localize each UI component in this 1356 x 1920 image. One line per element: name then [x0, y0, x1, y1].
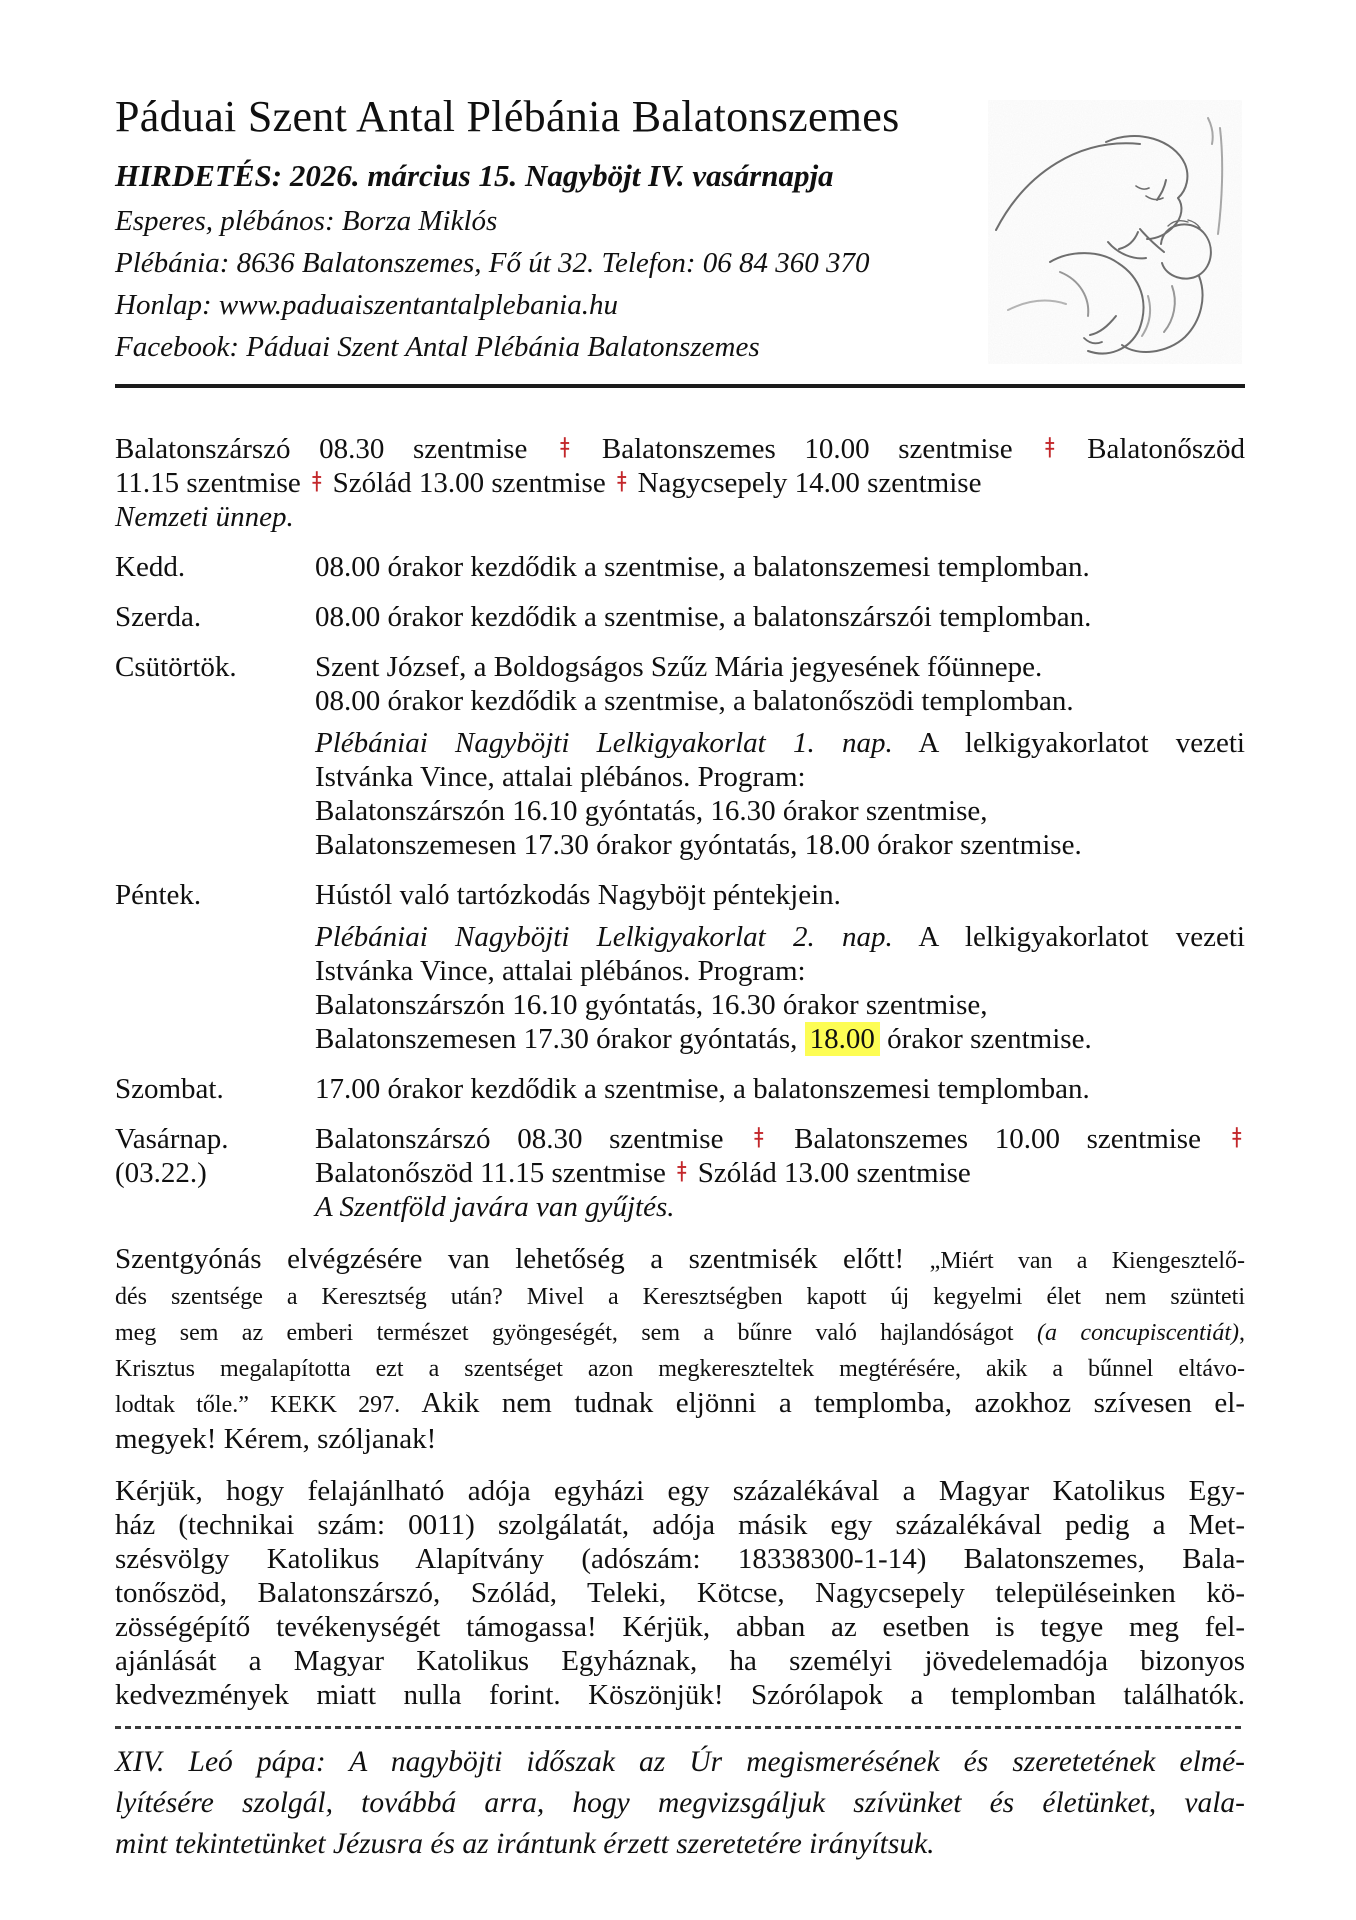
highlighted-text: 18.00 [805, 1022, 880, 1056]
text-line [115, 466, 1245, 500]
text-line [115, 1278, 1245, 1314]
document-content [115, 0, 1245, 1865]
header-rule [115, 384, 1245, 388]
text-segment: ház (technikai szám: 0011) szolgálatát, adója másik egy százalékával pedig a Met- [115, 1509, 1245, 1541]
text-segment: Balatonszárszón 16.10 gyóntatás, 16.30 órakor szentmise, [315, 795, 988, 827]
text-segment: Balatonőszöd [1058, 433, 1245, 465]
schedule-row-szerda [115, 600, 1245, 634]
text-segment: Hústól való tartózkodás Nagyböjt péntekjein. [315, 879, 841, 911]
text-line [115, 1508, 1245, 1542]
text-line [115, 1156, 315, 1190]
text-segment: Balatonszemes 10.00 szentmise [573, 433, 1042, 465]
text-segment: lodtak tőle.” KEKK 297. [115, 1392, 422, 1418]
text-segment: tonőszöd, Balatonszárszó, Szólád, Teleki, Kötcse, Nagycsepely településeinken kö- [115, 1577, 1245, 1609]
text-segment: Balatonszárszó 08.30 szentmise [315, 1123, 751, 1155]
text-line [115, 1644, 1245, 1678]
text-segment: dés szentsége a Keresztség után? Mivel a Keresztségben kapott új kegyelmi élet nem szünteti [115, 1284, 1245, 1310]
text-segment: Balatonszemes 10.00 szentmise [767, 1123, 1228, 1155]
tax-donation-paragraph [115, 1474, 1245, 1712]
text-segment: , [1239, 1320, 1246, 1346]
day-label [115, 1122, 315, 1224]
text-segment: Plébániai Nagyböjti Lelkigyakorlat 2. nap. [315, 921, 893, 953]
text-line [115, 1576, 1245, 1610]
double-cross-icon [1231, 1124, 1243, 1151]
text-line [315, 920, 1245, 954]
text-segment: 08.00 órakor kezdődik a szentmise, a balatonszárszói templomban. [315, 601, 1092, 633]
retreat-paragraph [315, 726, 1245, 862]
schedule-row-vasarnap [115, 1122, 1245, 1224]
text-line [115, 1474, 1245, 1508]
text-segment: Istvánka Vince, attalai plébános. Program: [315, 955, 806, 987]
pastor-line: Esperes, plébános: Borza Miklós [115, 205, 498, 237]
text-line [315, 1156, 1245, 1190]
text-line [315, 1190, 1245, 1224]
text-segment: Kérjük, hogy felajánlható adója egyházi egy százalékával a Magyar Katolikus Egy- [115, 1475, 1245, 1507]
text-segment: Vasárnap. [115, 1123, 229, 1155]
paragraph [315, 650, 1245, 718]
double-cross-icon [1044, 434, 1056, 461]
text-line [315, 600, 1245, 634]
text-segment: (03.22.) [115, 1157, 207, 1189]
text-line [115, 500, 1245, 534]
day-label: Csütörtök. [115, 651, 237, 683]
text-line [115, 1122, 315, 1156]
day-content [315, 1072, 1245, 1106]
text-line [115, 1542, 1245, 1576]
confession-paragraph [115, 1242, 1245, 1456]
day-content [315, 878, 1245, 1056]
text-line [315, 726, 1245, 760]
text-line [315, 1022, 1245, 1056]
sunday-masses-paragraph [115, 432, 1245, 534]
schedule-row-szombat [115, 1072, 1245, 1106]
text-line [315, 878, 1245, 912]
day-content [315, 1122, 1245, 1224]
text-segment: 17.00 órakor kezdődik a szentmise, a balatonszemesi templomban. [315, 1073, 1090, 1105]
dashed-divider [115, 1726, 1245, 1730]
text-segment: Krisztus megalapította ezt a szentséget azon megkereszteltek megtérésére, akik a bűnnel eltávo- [115, 1356, 1245, 1382]
text-line [115, 1422, 1245, 1456]
text-line [315, 988, 1245, 1022]
text-segment: Plébániai Nagyböjti Lelkigyakorlat 1. nap. [315, 727, 893, 759]
text-segment: Szent József, a Boldogságos Szűz Mária jegyesének főünnepe. [315, 651, 1043, 683]
double-cross-icon [676, 1158, 688, 1185]
text-segment: órakor szentmise. [879, 1023, 1092, 1055]
schedule-row-pentek [115, 878, 1245, 1056]
text-line [115, 1783, 1245, 1824]
text-segment: 08.00 órakor kezdődik a szentmise, a balatonszemesi templomban. [315, 551, 1090, 583]
text-line [115, 1386, 1245, 1422]
text-segment: 08.00 órakor kezdődik a szentmise, a balatonőszödi templomban. [315, 685, 1074, 717]
text-segment: Nagycsepely 14.00 szentmise [630, 467, 982, 499]
website-line: Honlap: www.paduaiszentantalplebania.hu [115, 289, 618, 321]
text-segment: 11.15 szentmise [115, 467, 309, 499]
text-segment: Balatonszemesen 17.30 órakor gyóntatás, 18.00 órakor szentmise. [315, 829, 1082, 861]
text-segment: megyek! Kérem, szóljanak! [115, 1423, 437, 1455]
text-segment: lyítésére szolgál, továbbá arra, hogy megvizsgáljuk szívünket és életünket, vala- [115, 1787, 1245, 1819]
text-line [315, 954, 1245, 988]
day-content [315, 600, 1245, 634]
text-segment: Balatonszárszón 16.10 gyóntatás, 16.30 órakor szentmise, [315, 989, 988, 1021]
text-line [315, 794, 1245, 828]
schedule-row-kedd [115, 550, 1245, 584]
page-title: Páduai Szent Antal Plébánia Balatonszemes [115, 92, 900, 141]
day-content [315, 550, 1245, 584]
text-line [315, 1072, 1245, 1106]
pope-quote-paragraph [115, 1742, 1245, 1865]
day-content [315, 650, 1245, 862]
text-segment: ajánlását a Magyar Katolikus Egyháznak, ha személyi jövedelemadója bizonyos [115, 1645, 1245, 1677]
day-label: Péntek. [115, 879, 202, 911]
text-line [115, 1678, 1245, 1712]
text-line [315, 828, 1245, 862]
text-line [115, 1350, 1245, 1386]
text-segment: XIV. Leó pápa: A nagyböjti időszak az Úr megismerésének és szeretetének elmé- [115, 1746, 1245, 1778]
paragraph [315, 878, 1245, 912]
text-line [115, 1242, 1245, 1278]
double-cross-icon [311, 468, 323, 495]
text-line [115, 1314, 1245, 1350]
day-label: Kedd. [115, 551, 186, 583]
address-phone-line: Plébánia: 8636 Balatonszemes, Fő út 32. Telefon: 06 84 360 370 [115, 247, 870, 279]
text-segment: Balatonőszöd 11.15 szentmise [315, 1157, 674, 1189]
text-segment: zösségépítő tevékenységét támogassa! Kérjük, abban az esetben is tegye meg fel- [115, 1611, 1245, 1643]
text-segment: (a concupiscentiát) [1036, 1320, 1240, 1346]
announcement-heading: HIRDETÉS: 2026. március 15. Nagyböjt IV. vasárnapja [115, 158, 834, 193]
text-segment: Balatonszemesen 17.30 órakor gyóntatás, [315, 1023, 805, 1055]
retreat-paragraph [315, 920, 1245, 1056]
text-segment: A Szentföld javára van gyűjtés. [315, 1191, 675, 1223]
text-segment: „Miért van a Kiengesztelő- [929, 1248, 1245, 1274]
text-segment: szésvölgy Katolikus Alapítvány (adószám: 18338300-1-14) Balatonszemes, Bala- [115, 1543, 1245, 1575]
text-line [315, 550, 1245, 584]
text-segment: Akik nem tudnak eljönni a templomba, azokhoz szívesen el- [421, 1387, 1245, 1419]
facebook-line: Facebook: Páduai Szent Antal Plébánia Balatonszemes [115, 331, 760, 363]
text-segment: Nemzeti ünnep. [115, 501, 294, 533]
day-label: Szombat. [115, 1073, 224, 1105]
text-line [315, 684, 1245, 718]
double-cross-icon [616, 468, 628, 495]
text-line [315, 650, 1245, 684]
text-segment: mint tekintetünket Jézusra és az irántunk érzett szeretetére irányítsuk. [115, 1828, 935, 1860]
text-line [315, 760, 1245, 794]
text-line [315, 1122, 1245, 1156]
text-segment: Balatonszárszó 08.30 szentmise [115, 433, 556, 465]
schedule-row-csutortok [115, 650, 1245, 862]
double-cross-icon [559, 434, 571, 461]
text-line [115, 1824, 1245, 1865]
text-segment: Szólád 13.00 szentmise [690, 1157, 971, 1189]
text-segment: kedvezmények miatt nulla forint. Köszönjük! Szórólapok a templomban találhatók. [115, 1679, 1245, 1711]
text-segment: A lelkigyakorlatot vezeti [892, 727, 1245, 759]
text-segment: Istvánka Vince, attalai plébános. Program: [315, 761, 806, 793]
day-label: Szerda. [115, 601, 202, 633]
text-segment: meg sem az emberi természet gyöngeségét, sem a bűnre való hajlandóságot [115, 1320, 1037, 1346]
text-segment: Szentgyónás elvégzésére van lehetőség a szentmisék előtt! [115, 1243, 930, 1275]
text-line [115, 432, 1245, 466]
double-cross-icon [753, 1124, 765, 1151]
text-line [115, 1610, 1245, 1644]
text-segment: A lelkigyakorlatot vezeti [892, 921, 1245, 953]
text-segment: Szólád 13.00 szentmise [325, 467, 613, 499]
text-line [115, 1742, 1245, 1783]
